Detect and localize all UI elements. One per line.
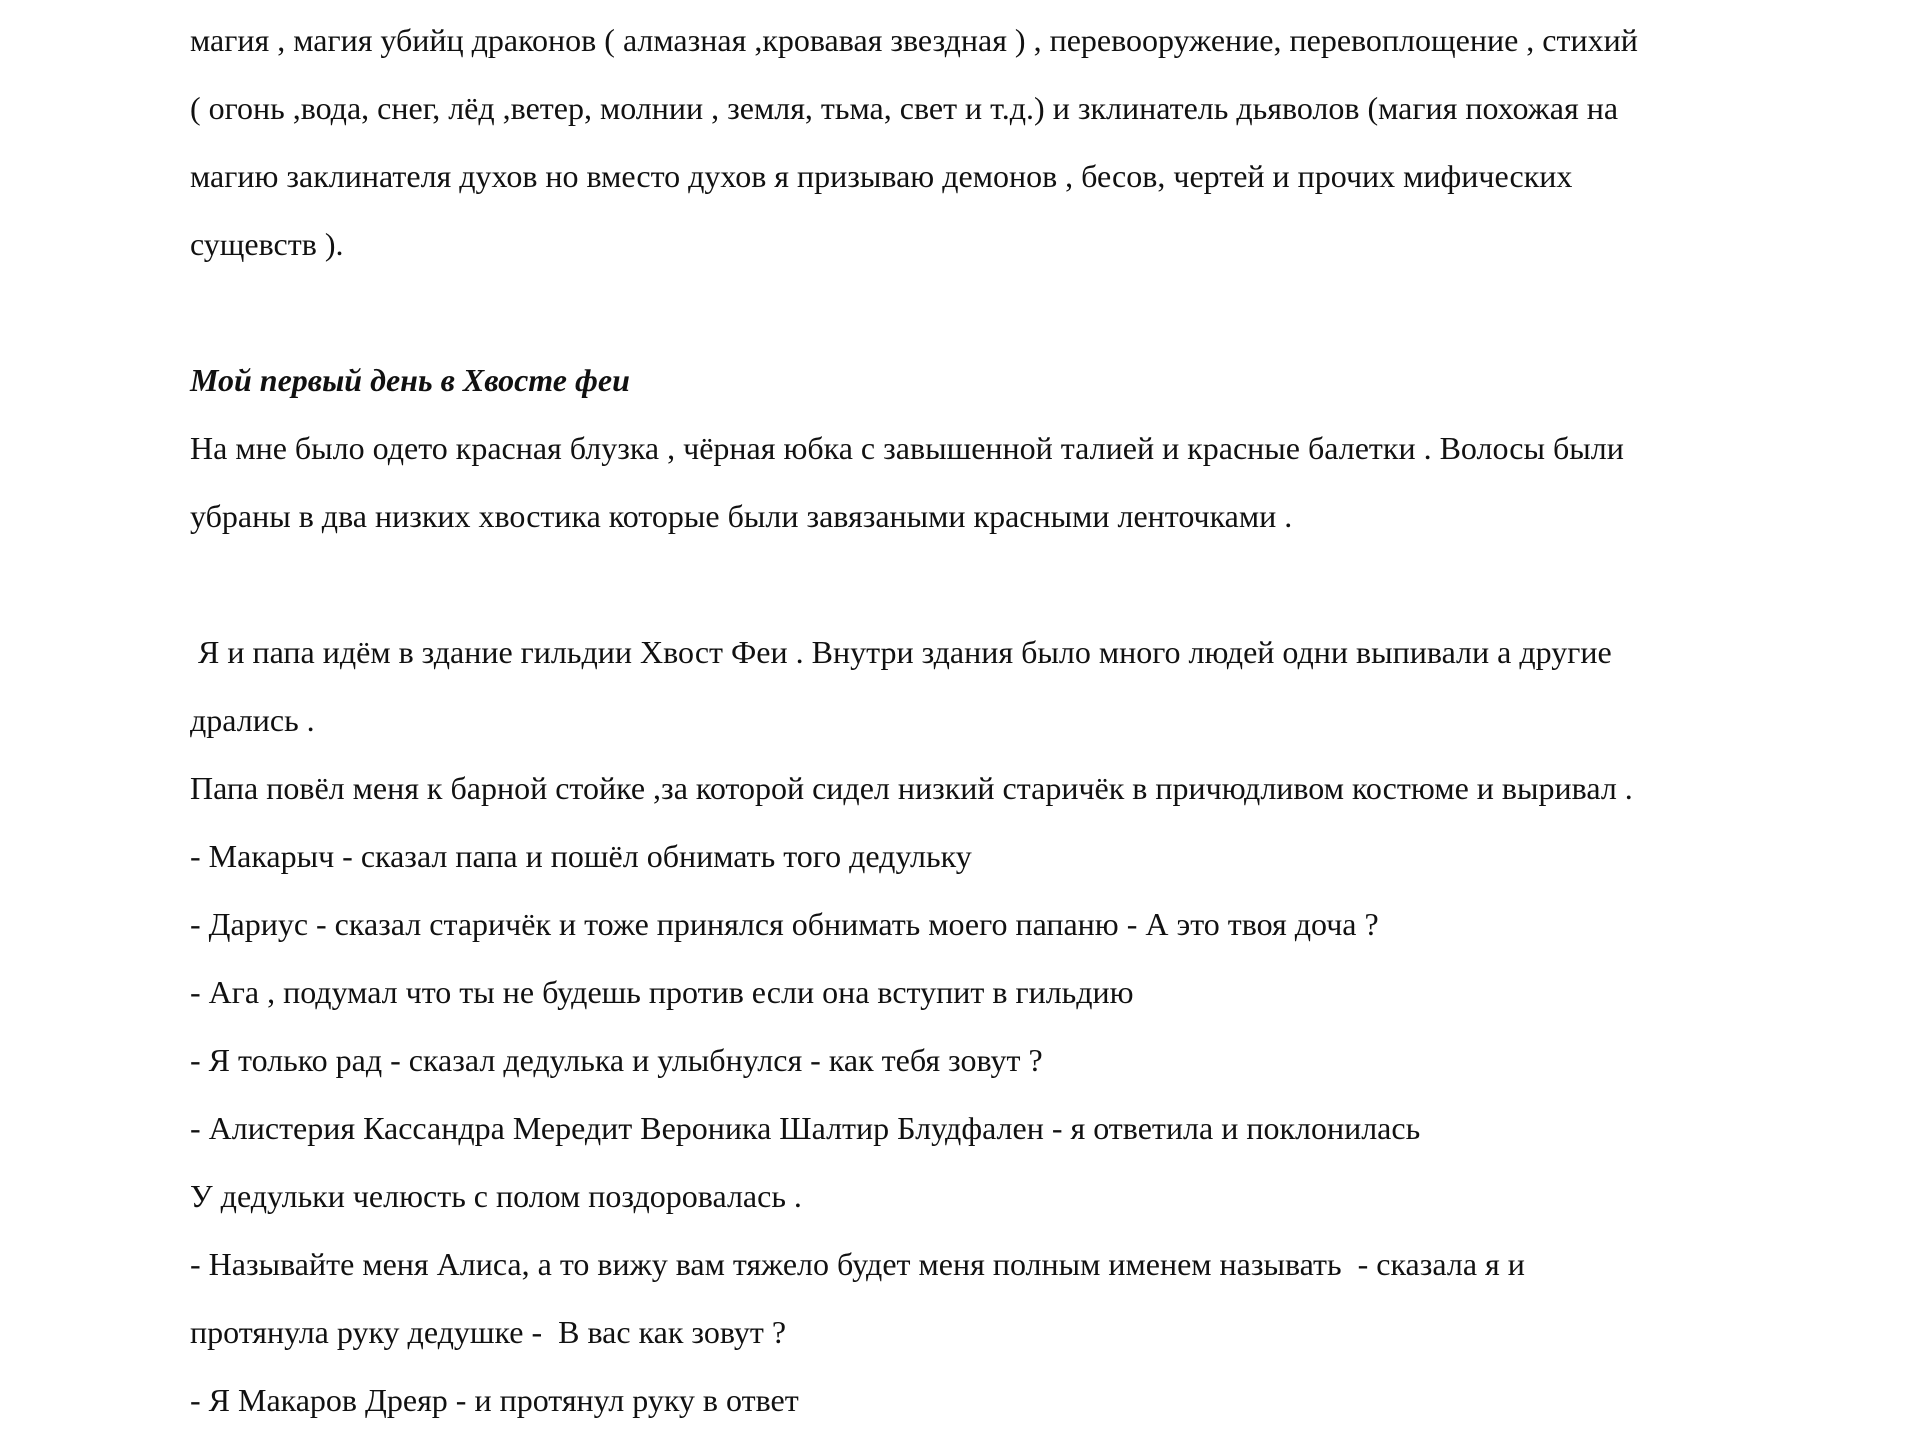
intro-line-3: магию заклинателя духов но вместо духов я призываю демонов , бесов, чертей и прочих мифических (190, 158, 1573, 194)
story-line-1: Я и папа идём в здание гильдии Хвост Феи . Внутри здания было много людей одни выпивали а другие (190, 634, 1612, 670)
story-line-12: - Я Макаров Дреяр - и протянул руку в ответ (190, 1382, 799, 1418)
story-line-11: протянула руку дедушке - В вас как зовут ? (190, 1314, 787, 1350)
story-line-7: - Я только рад - сказал дедулька и улыбнулся - как тебя зовут ? (190, 1042, 1043, 1078)
intro-line-2: ( огонь ,вода, снег, лёд ,ветер, молнии , земля, тьма, свет и т.д.) и зклинатель дьяволов (магия похожая на (190, 90, 1619, 126)
story-line-5: - Дариус - сказал старичёк и тоже принялся обнимать моего папаню - А это твоя доча ? (190, 906, 1379, 942)
story-line-8: - Алистерия Кассандра Мередит Вероника Шалтир Блудфален - я ответила и поклонилась (190, 1110, 1421, 1146)
story-line-3: Папа повёл меня к барной стойке ,за которой сидел низкий старичёк в причюдливом костюме и выривал . (190, 770, 1633, 806)
story-line-6: - Ага , подумал что ты не будешь против если она вступит в гильдию (190, 974, 1134, 1010)
story-line-4: - Макарыч - сказал папа и пошёл обнимать того дедульку (190, 838, 972, 874)
story-line-2: дрались . (190, 702, 315, 738)
outfit-line-2: убраны в два низких хвостика которые были завязаными красными ленточками . (190, 498, 1293, 534)
intro-line-1: магия , магия убийц драконов ( алмазная ,кровавая звездная ) , перевооружение, перевоплощение , стихий (190, 22, 1638, 58)
chapter-title: Мой первый день в Хвосте феи (190, 362, 630, 398)
intro-line-4: сущевств ). (190, 226, 344, 262)
story-line-10: - Называйте меня Алиса, а то вижу вам тяжело будет меня полным именем называть - сказала я и (190, 1246, 1525, 1282)
story-line-9: У дедульки челюсть с полом поздоровалась . (190, 1178, 802, 1214)
outfit-line-1: На мне было одето красная блузка , чёрная юбка с завышенной талией и красные балетки . Волосы были (190, 430, 1624, 466)
